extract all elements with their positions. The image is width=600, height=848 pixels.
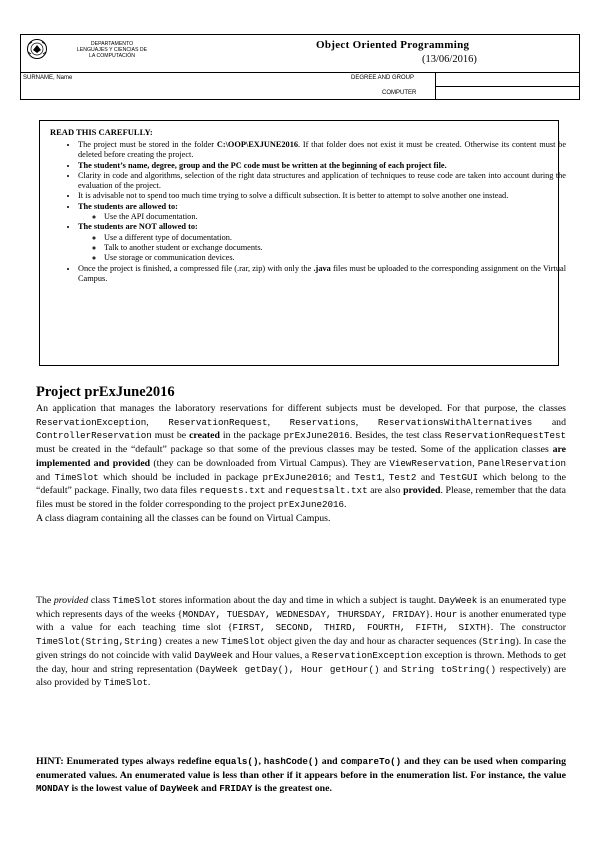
text: HINT: Enumerated types always redefine: [36, 756, 215, 767]
instruction-item: [78, 202, 566, 223]
text: ,: [258, 756, 264, 767]
method-name: hashCode(): [263, 756, 319, 767]
degree-label: DEGREE AND GROUP: [351, 75, 415, 81]
department-name: [52, 41, 172, 59]
package-name: prExJune2016: [283, 430, 350, 442]
text: }.: [425, 608, 436, 620]
computer-field[interactable]: [435, 86, 580, 100]
instructions-box: [39, 120, 567, 366]
text: ,: [355, 416, 378, 428]
text: must be created in the “default” package so that some of the previous classes may be tested. Some of the application classes: [36, 444, 553, 456]
text: exception is thrown. Methods to get the day, hour and string representation (: [36, 649, 566, 675]
text: and: [318, 756, 341, 767]
text: ,: [267, 416, 290, 428]
class-name: ReservationException: [311, 649, 422, 661]
class-name: TimeSlot: [54, 471, 99, 483]
class-name: Reservations: [289, 416, 356, 428]
folder-path: C:\OOP\EXJUNE2016: [216, 140, 298, 149]
text: respectively) are also provided by: [36, 663, 567, 689]
text: and they can be used when comparing enumerated values. An enumerated value is less than other if it appears before in the enumeration list. For instance, the value: [36, 756, 566, 781]
text: class: [88, 595, 113, 606]
course-title: Object Oriented Programming: [316, 39, 470, 51]
text: which should be included in package: [98, 471, 263, 483]
exam-date: (13/06/2016): [422, 54, 477, 65]
text: }. The constructor: [486, 622, 566, 634]
project-heading: Project prExJune2016: [36, 384, 175, 400]
enum-values: FIRST, SECOND, THIRD, FOURTH, FIFTH, SIXTH: [232, 622, 487, 634]
allowed-list: [78, 212, 566, 222]
instruction-item: • Clarity in code and algorithms, selection of the right data structures and application of techniques to reuse code are taken into account during the evaluation of the project.: [78, 171, 566, 192]
emphasis: created: [189, 430, 220, 442]
class-name: ReservationsWithAlternatives: [377, 416, 533, 428]
text: must be: [151, 430, 190, 442]
text: An application that manages the laboratory reservations for different subjects must be developed. For that purpose, the classes: [36, 403, 566, 414]
enum-value: FRIDAY: [219, 783, 253, 795]
enum-values: MONDAY, TUESDAY, WEDNESDAY, THURSDAY, FRIDAY: [182, 608, 426, 620]
class-diagram-note: A class diagram containing all the classes can be found on Virtual Campus.: [36, 512, 331, 524]
package-name: prExJune2016: [277, 498, 345, 510]
text: .: [344, 498, 347, 510]
instruction-text: The students are NOT allowed to:: [78, 222, 198, 232]
text: ,: [472, 457, 478, 469]
instruction-item: [78, 264, 566, 285]
class-name: ReservationRequestTest: [444, 430, 566, 442]
class-name: ReservationException: [36, 416, 147, 428]
instruction-text: files must be uploaded to the corresponding assignment on the Virtual Campus.: [78, 263, 567, 283]
department-line: DEPARTAMENTO: [90, 41, 134, 47]
text: . Besides, the test class: [349, 430, 445, 442]
not-allowed-item: ◦ Talk to another student or exchange documents.: [104, 243, 566, 253]
text: is the lowest value of: [69, 783, 160, 795]
emphasis: are implemented and provided: [36, 444, 566, 469]
text: and: [198, 783, 220, 795]
instruction-text: . If that folder does not exist it must be created. Otherwise its content must be deleted before creating the project.: [78, 140, 567, 160]
instruction-text: Once the project is finished, a compressed file (.rar, zip) with only the: [78, 263, 314, 273]
class-name: TimeSlot: [112, 595, 157, 606]
not-allowed-list: [78, 233, 566, 264]
project-intro-paragraph: [36, 402, 566, 525]
emphasis: provided: [53, 595, 89, 606]
method-signature: String toString(): [401, 663, 497, 675]
hint-paragraph: [36, 755, 566, 796]
text: and: [265, 485, 285, 497]
text: is an enumerated type which represents days of the weeks {: [36, 595, 566, 620]
university-seal-icon: [26, 38, 48, 60]
text: creates a new: [162, 636, 222, 648]
type-name: Hour: [435, 608, 458, 620]
method-signatures: DayWeek getDay(), Hour getHour(): [199, 663, 380, 675]
type-name: DayWeek: [438, 595, 478, 606]
text: (they can be downloaded from Virtual Campus). They are: [150, 457, 390, 469]
text: ; and: [328, 471, 355, 483]
text: .: [147, 677, 151, 689]
class-name: PanelReservation: [477, 457, 566, 469]
text: is the greatest one.: [252, 783, 332, 795]
type-name: DayWeek: [194, 649, 233, 661]
text: are also: [367, 485, 404, 497]
text: and: [379, 663, 402, 675]
instructions-list: [58, 140, 566, 284]
instruction-item: [78, 140, 566, 161]
text: The: [36, 595, 54, 606]
text: ). In case the given strings do not coincide with valid: [36, 636, 566, 661]
class-name: ViewReservation: [389, 457, 473, 469]
type-name: DayWeek: [159, 783, 199, 795]
text: is another enumerated type with a value for each teaching time slot {: [36, 608, 566, 634]
not-allowed-item: ◦ Use a different type of documentation.: [104, 233, 566, 243]
method-name: compareTo(): [340, 756, 402, 767]
instructions-title: READ THIS CAREFULLY:: [50, 127, 153, 137]
class-name: TimeSlot: [221, 636, 266, 648]
text: . Please, remember that the data files must be stored in the folder corresponding to the project: [36, 485, 566, 510]
class-name: Test2: [388, 471, 417, 483]
package-name: prExJune2016: [262, 471, 329, 483]
class-name: ControllerReservation: [36, 430, 152, 442]
degree-field[interactable]: [435, 72, 580, 87]
exam-header: [20, 34, 580, 100]
text: ,: [381, 471, 389, 483]
constructor-signature: TimeSlot(String,String): [36, 636, 163, 648]
instruction-text: The project must be stored in the folder: [78, 140, 217, 149]
emphasis: provided: [403, 485, 441, 497]
file-name: requests.txt: [199, 485, 266, 497]
text: and Hour values, a: [232, 649, 312, 661]
surname-label: SURNAME, Name: [23, 75, 73, 81]
method-name: equals(): [214, 756, 259, 767]
timeslot-paragraph: [36, 594, 566, 690]
not-allowed-item: ◦ Use storage or communication devices.: [104, 253, 566, 263]
department-line: LA COMPUTACIÓN: [88, 53, 136, 59]
allowed-item: ◦ Use the API documentation.: [104, 212, 566, 222]
instruction-item: [78, 222, 566, 263]
text: stores information about the day and time in which a subject is taught.: [156, 595, 439, 606]
instruction-item: • It is advisable not to spend too much time trying to solve a difficult subsection. It is better to attempt to solve another one instead.: [78, 191, 566, 201]
class-name: TestGUI: [439, 471, 479, 483]
class-name: Test1: [354, 471, 382, 483]
computer-label: COMPUTER: [382, 90, 417, 96]
text: in the package: [219, 430, 284, 442]
instruction-text: The students are allowed to:: [78, 201, 178, 211]
class-name: ReservationRequest: [168, 416, 268, 428]
class-name: TimeSlot: [103, 677, 148, 689]
department-line: LENGUAJES Y CIENCIAS DE: [76, 47, 148, 53]
text: and: [416, 471, 440, 483]
instruction-item: • The student’s name, degree, group and the PC code must be written at the beginning of each project file.: [78, 161, 566, 171]
file-extension: .java: [313, 263, 331, 273]
text: which belong to the “default” package. Finally, two data files: [36, 471, 566, 497]
enum-value: MONDAY: [36, 783, 70, 795]
type-name: String: [482, 636, 516, 648]
text: and: [532, 416, 566, 428]
text: ,: [146, 416, 169, 428]
file-name: requestsalt.txt: [284, 485, 368, 497]
text: and: [36, 471, 55, 483]
text: object given the day and hour as character sequences (: [265, 636, 483, 648]
